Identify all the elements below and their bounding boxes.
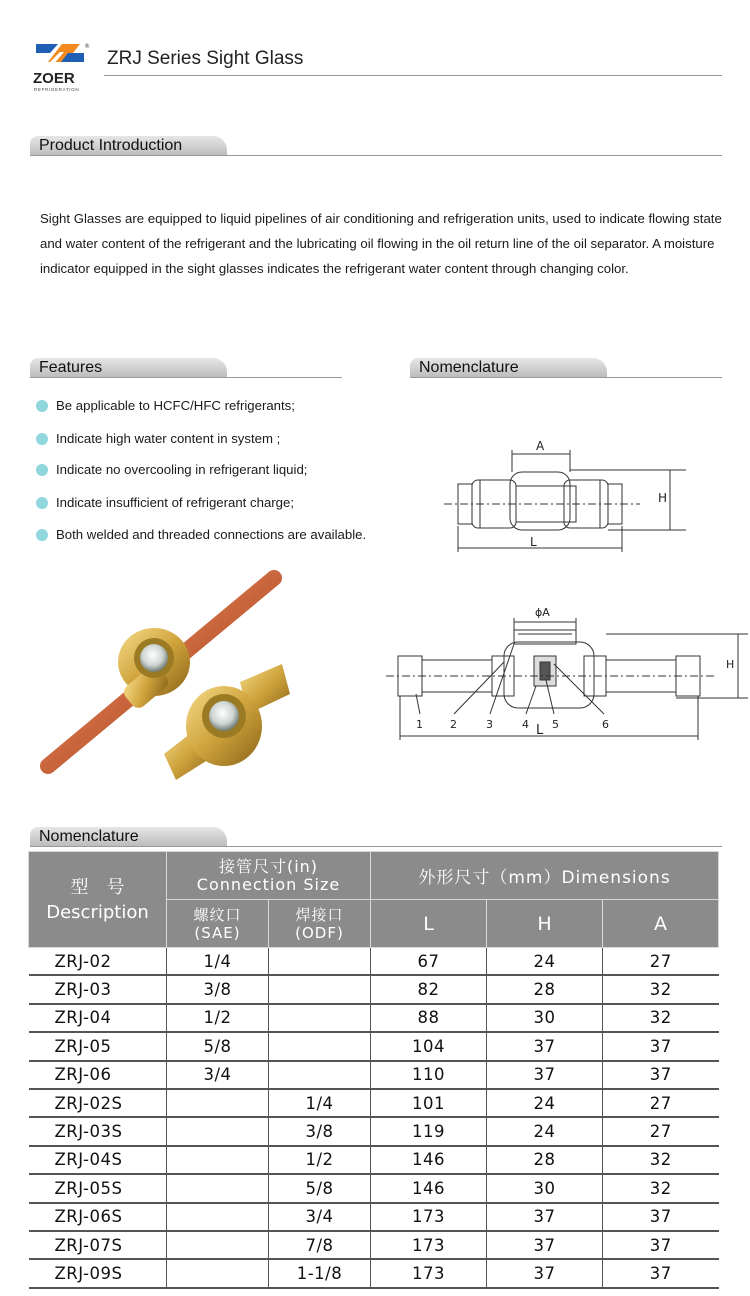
length-cell: 119: [371, 1117, 487, 1145]
intro-divider: [30, 155, 722, 156]
sae-cell: 1/2: [167, 1004, 269, 1032]
model-cell: ZRJ-09S: [29, 1259, 167, 1287]
height-cell: 24: [487, 1117, 603, 1145]
length-cell: 173: [371, 1259, 487, 1287]
length-cell: 82: [371, 975, 487, 1003]
table-row: [29, 1174, 719, 1202]
feature-item: Indicate insufficient of refrigerant charge;: [36, 494, 294, 512]
table-row: [29, 975, 719, 1003]
sae-cell: 5/8: [167, 1032, 269, 1060]
bullet-dot-icon: [36, 497, 48, 509]
odf-cell: 1/4: [269, 1089, 371, 1117]
sae-cell: 1/4: [167, 948, 269, 976]
odf-cell: 7/8: [269, 1231, 371, 1259]
a-cell: 37: [603, 1032, 719, 1060]
description-header: 型 号 Description: [29, 852, 167, 948]
a-cell: 37: [603, 1259, 719, 1287]
dim-label-H: H: [658, 491, 668, 505]
table-row: [29, 1117, 719, 1145]
sae-cell: [167, 1203, 269, 1231]
table-row: [29, 1203, 719, 1231]
part-label: 3: [486, 718, 493, 731]
table-row: [29, 1032, 719, 1060]
table-nomenclature-heading: Nomenclature: [30, 827, 227, 846]
intro-paragraph: Sight Glasses are equipped to liquid pipelines of air conditioning and refrigeration units, used to indicate flowing state and water content of the refrigerant and the lubricating oil flowing in the oil return line of the oil separator. A moisture indicator equipped in the sight glasses indicates the refrigerant water content through changing color.: [40, 211, 722, 276]
odf-cell: 3/8: [269, 1117, 371, 1145]
model-cell: ZRJ-05: [29, 1032, 167, 1060]
part-label: 5: [552, 718, 559, 731]
table-row: [29, 948, 719, 976]
feature-item: Indicate high water content in system ;: [36, 430, 280, 448]
table-row: [29, 1061, 719, 1089]
odf-cell: [269, 1032, 371, 1060]
table-row: [29, 1146, 719, 1174]
length-cell: 146: [371, 1146, 487, 1174]
model-cell: ZRJ-05S: [29, 1174, 167, 1202]
odf-cell: 1/2: [269, 1146, 371, 1174]
a-cell: 32: [603, 1146, 719, 1174]
a-cell: 37: [603, 1231, 719, 1259]
bullet-dot-icon: [36, 464, 48, 476]
odf-cell: 5/8: [269, 1174, 371, 1202]
a-cell: 32: [603, 1174, 719, 1202]
model-cell: ZRJ-02S: [29, 1089, 167, 1117]
part-label: 6: [602, 718, 609, 731]
feature-item: Be applicable to HCFC/HFC refrigerants;: [36, 397, 295, 415]
sae-cell: 3/4: [167, 1061, 269, 1089]
sae-header: 螺纹口 (SAE): [167, 900, 269, 948]
dim-label-L2: L: [536, 723, 544, 738]
dim-label-A: A: [536, 439, 545, 453]
odf-cell: [269, 1061, 371, 1089]
length-cell: 173: [371, 1203, 487, 1231]
model-cell: ZRJ-02: [29, 948, 167, 976]
height-cell: 37: [487, 1203, 603, 1231]
H-header: H: [487, 900, 603, 948]
sae-cell: [167, 1259, 269, 1287]
nomenclature-divider: [410, 377, 722, 378]
model-cell: ZRJ-07S: [29, 1231, 167, 1259]
a-cell: 27: [603, 1089, 719, 1117]
table-row: [29, 1004, 719, 1032]
title-divider: [104, 75, 722, 76]
length-cell: 101: [371, 1089, 487, 1117]
height-cell: 37: [487, 1032, 603, 1060]
part-label: 1: [416, 718, 423, 731]
a-cell: 37: [603, 1061, 719, 1089]
bullet-dot-icon: [36, 433, 48, 445]
sight-glass-external-drawing: [440, 432, 696, 556]
nomenclature-heading: Nomenclature: [410, 358, 607, 377]
table-row: [29, 1259, 719, 1287]
height-cell: 37: [487, 1061, 603, 1089]
table-row: [29, 1231, 719, 1259]
height-cell: 37: [487, 1259, 603, 1287]
model-cell: ZRJ-03: [29, 975, 167, 1003]
features-divider: [30, 377, 342, 378]
model-cell: ZRJ-06S: [29, 1203, 167, 1231]
table-row: [29, 1089, 719, 1117]
model-cell: ZRJ-04S: [29, 1146, 167, 1174]
zoer-logo: [28, 40, 94, 94]
length-cell: 104: [371, 1032, 487, 1060]
model-cell: ZRJ-06: [29, 1061, 167, 1089]
sae-cell: [167, 1089, 269, 1117]
odf-cell: [269, 1004, 371, 1032]
dimensions-header: 外形尺寸（mm）Dimensions: [371, 852, 719, 900]
page-title: ZRJ Series Sight Glass: [107, 48, 304, 69]
connection-size-header: 接管尺寸(in) Connection Size: [167, 852, 371, 900]
dim-label-L: L: [530, 535, 537, 549]
zoer-logo-mark-icon: [28, 40, 94, 94]
a-cell: 32: [603, 1004, 719, 1032]
length-cell: 88: [371, 1004, 487, 1032]
height-cell: 28: [487, 1146, 603, 1174]
model-cell: ZRJ-04: [29, 1004, 167, 1032]
feature-item: Both welded and threaded connections are available.: [36, 526, 366, 544]
sae-cell: [167, 1117, 269, 1145]
odf-cell: 1-1/8: [269, 1259, 371, 1287]
sae-cell: [167, 1146, 269, 1174]
A-header: A: [603, 900, 719, 948]
height-cell: 37: [487, 1231, 603, 1259]
bullet-dot-icon: [36, 529, 48, 541]
sae-cell: 3/8: [167, 975, 269, 1003]
length-cell: 110: [371, 1061, 487, 1089]
L-header: L: [371, 900, 487, 948]
odf-cell: [269, 975, 371, 1003]
length-cell: 67: [371, 948, 487, 976]
odf-cell: 3/4: [269, 1203, 371, 1231]
registered-mark: ®: [84, 43, 90, 50]
sae-cell: [167, 1231, 269, 1259]
specification-table: [28, 851, 719, 1289]
height-cell: 28: [487, 975, 603, 1003]
a-cell: 37: [603, 1203, 719, 1231]
dim-label-H2: H: [726, 658, 735, 671]
a-cell: 32: [603, 975, 719, 1003]
part-label: 2: [450, 718, 457, 731]
height-cell: 24: [487, 948, 603, 976]
odf-cell: [269, 948, 371, 976]
bullet-dot-icon: [36, 400, 48, 412]
height-cell: 24: [487, 1089, 603, 1117]
height-cell: 30: [487, 1004, 603, 1032]
logo-tagline: REFRIGERATION: [34, 87, 80, 92]
length-cell: 146: [371, 1174, 487, 1202]
logo-wordmark: ZOER: [33, 70, 75, 87]
product-introduction-heading: Product Introduction: [30, 136, 227, 155]
length-cell: 173: [371, 1231, 487, 1259]
dim-label-phiA: ϕA: [535, 606, 550, 619]
a-cell: 27: [603, 1117, 719, 1145]
a-cell: 27: [603, 948, 719, 976]
sight-glass-section-drawing: [386, 604, 750, 744]
features-heading: Features: [30, 358, 227, 377]
sight-glass-product-photo: [30, 566, 300, 792]
sae-cell: [167, 1174, 269, 1202]
height-cell: 30: [487, 1174, 603, 1202]
part-label: 4: [522, 718, 529, 731]
model-cell: ZRJ-03S: [29, 1117, 167, 1145]
odf-header: 焊接口 (ODF): [269, 900, 371, 948]
feature-item: Indicate no overcooling in refrigerant liquid;: [36, 461, 307, 479]
table-divider: [30, 846, 722, 847]
